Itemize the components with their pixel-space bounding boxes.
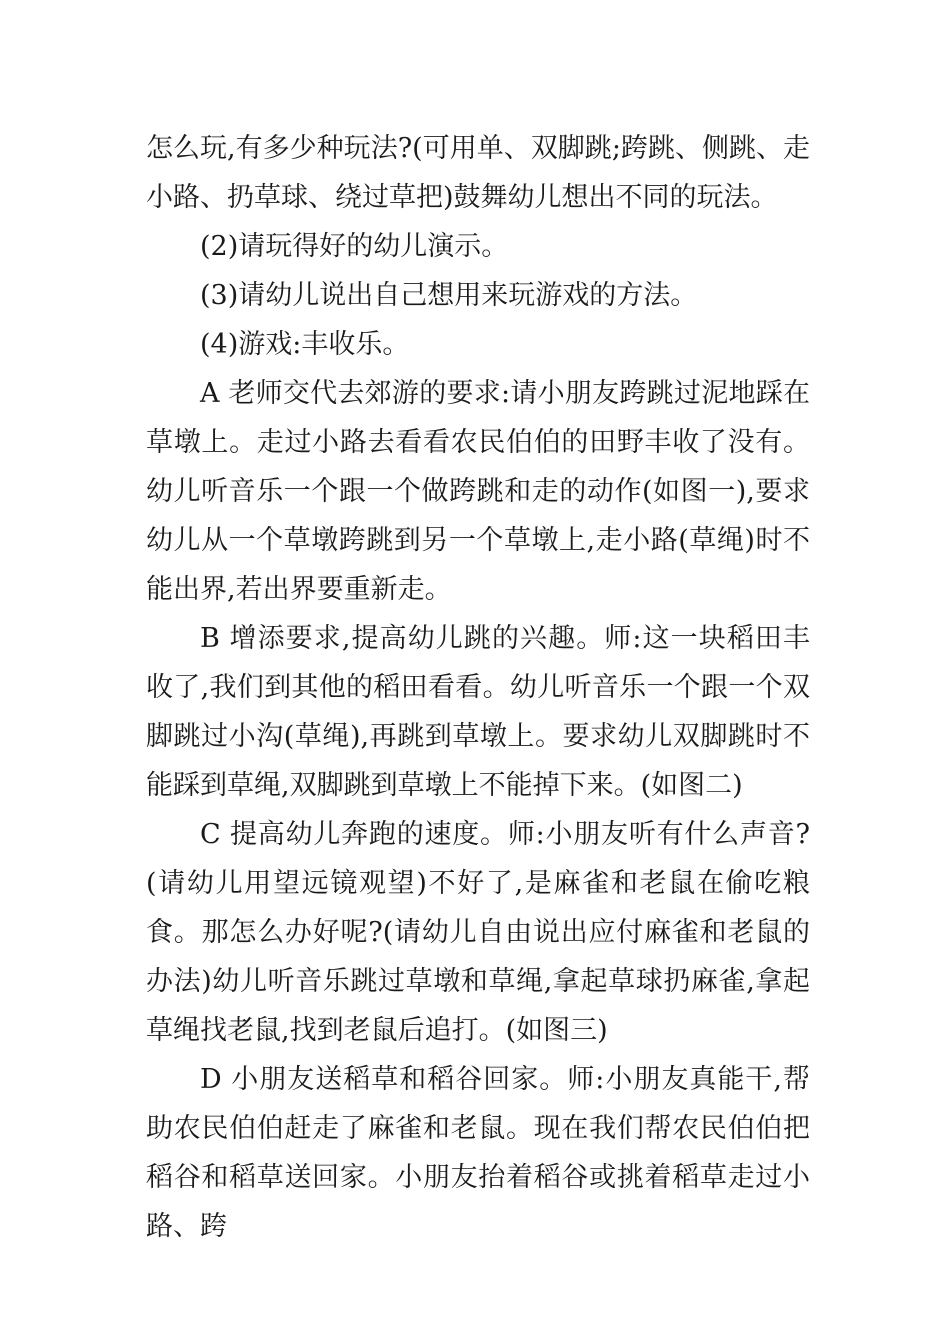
paragraph-item-d: D 小朋友送稻草和稻谷回家。师:小朋友真能干,帮助农民伯伯赶走了麻雀和老鼠。现在我们帮农民伯伯把稻谷和稻草送回家。小朋友抬着稻谷或挑着稻草走过小路、跨 [146, 1064, 810, 1242]
paragraph-item-a: A 老师交代去郊游的要求:请小朋友跨跳过泥地踩在草墩上。走过小路去看看农民伯伯的田野丰收了没有。幼儿听音乐一个跟一个做跨跳和走的动作(如图一),要求幼儿从一个草墩跨跳到另一个草墩上,走小路(草绳)时不能出界,若出界要重新走。 [146, 378, 810, 605]
paragraph-step-3: (3)请幼儿说出自己想用来玩游戏的方法。 [200, 280, 698, 311]
paragraph-item-c: C 提高幼儿奔跑的速度。师:小朋友听有什么声音?(请幼儿用望远镜观望)不好了,是麻雀和老鼠在偷吃粮食。那怎么办好呢?(请幼儿自由说出应付麻雀和老鼠的办法)幼儿听音乐跳过草墩和草绳,拿起草球扔麻雀,拿起草绳找老鼠,找到老鼠后追打。(如图三) [146, 819, 810, 1046]
paragraph-step-2: (2)请玩得好的幼儿演示。 [200, 231, 509, 262]
paragraph-item-b: B 增添要求,提高幼儿跳的兴趣。师:这一块稻田丰收了,我们到其他的稻田看看。幼儿听音乐一个跟一个双脚跳过小沟(草绳),再跳到草墩上。要求幼儿双脚跳时不能踩到草绳,双脚跳到草墩上不能掉下来。(如图二) [146, 623, 810, 801]
document-body [146, 124, 810, 1251]
paragraph-step-4: (4)游戏:丰收乐。 [200, 329, 410, 360]
paragraph-continuation: 怎么玩,有多少种玩法?(可用单、双脚跳;跨跳、侧跳、走小路、扔草球、绕过草把)鼓舞幼儿想出不同的玩法。 [146, 133, 810, 213]
